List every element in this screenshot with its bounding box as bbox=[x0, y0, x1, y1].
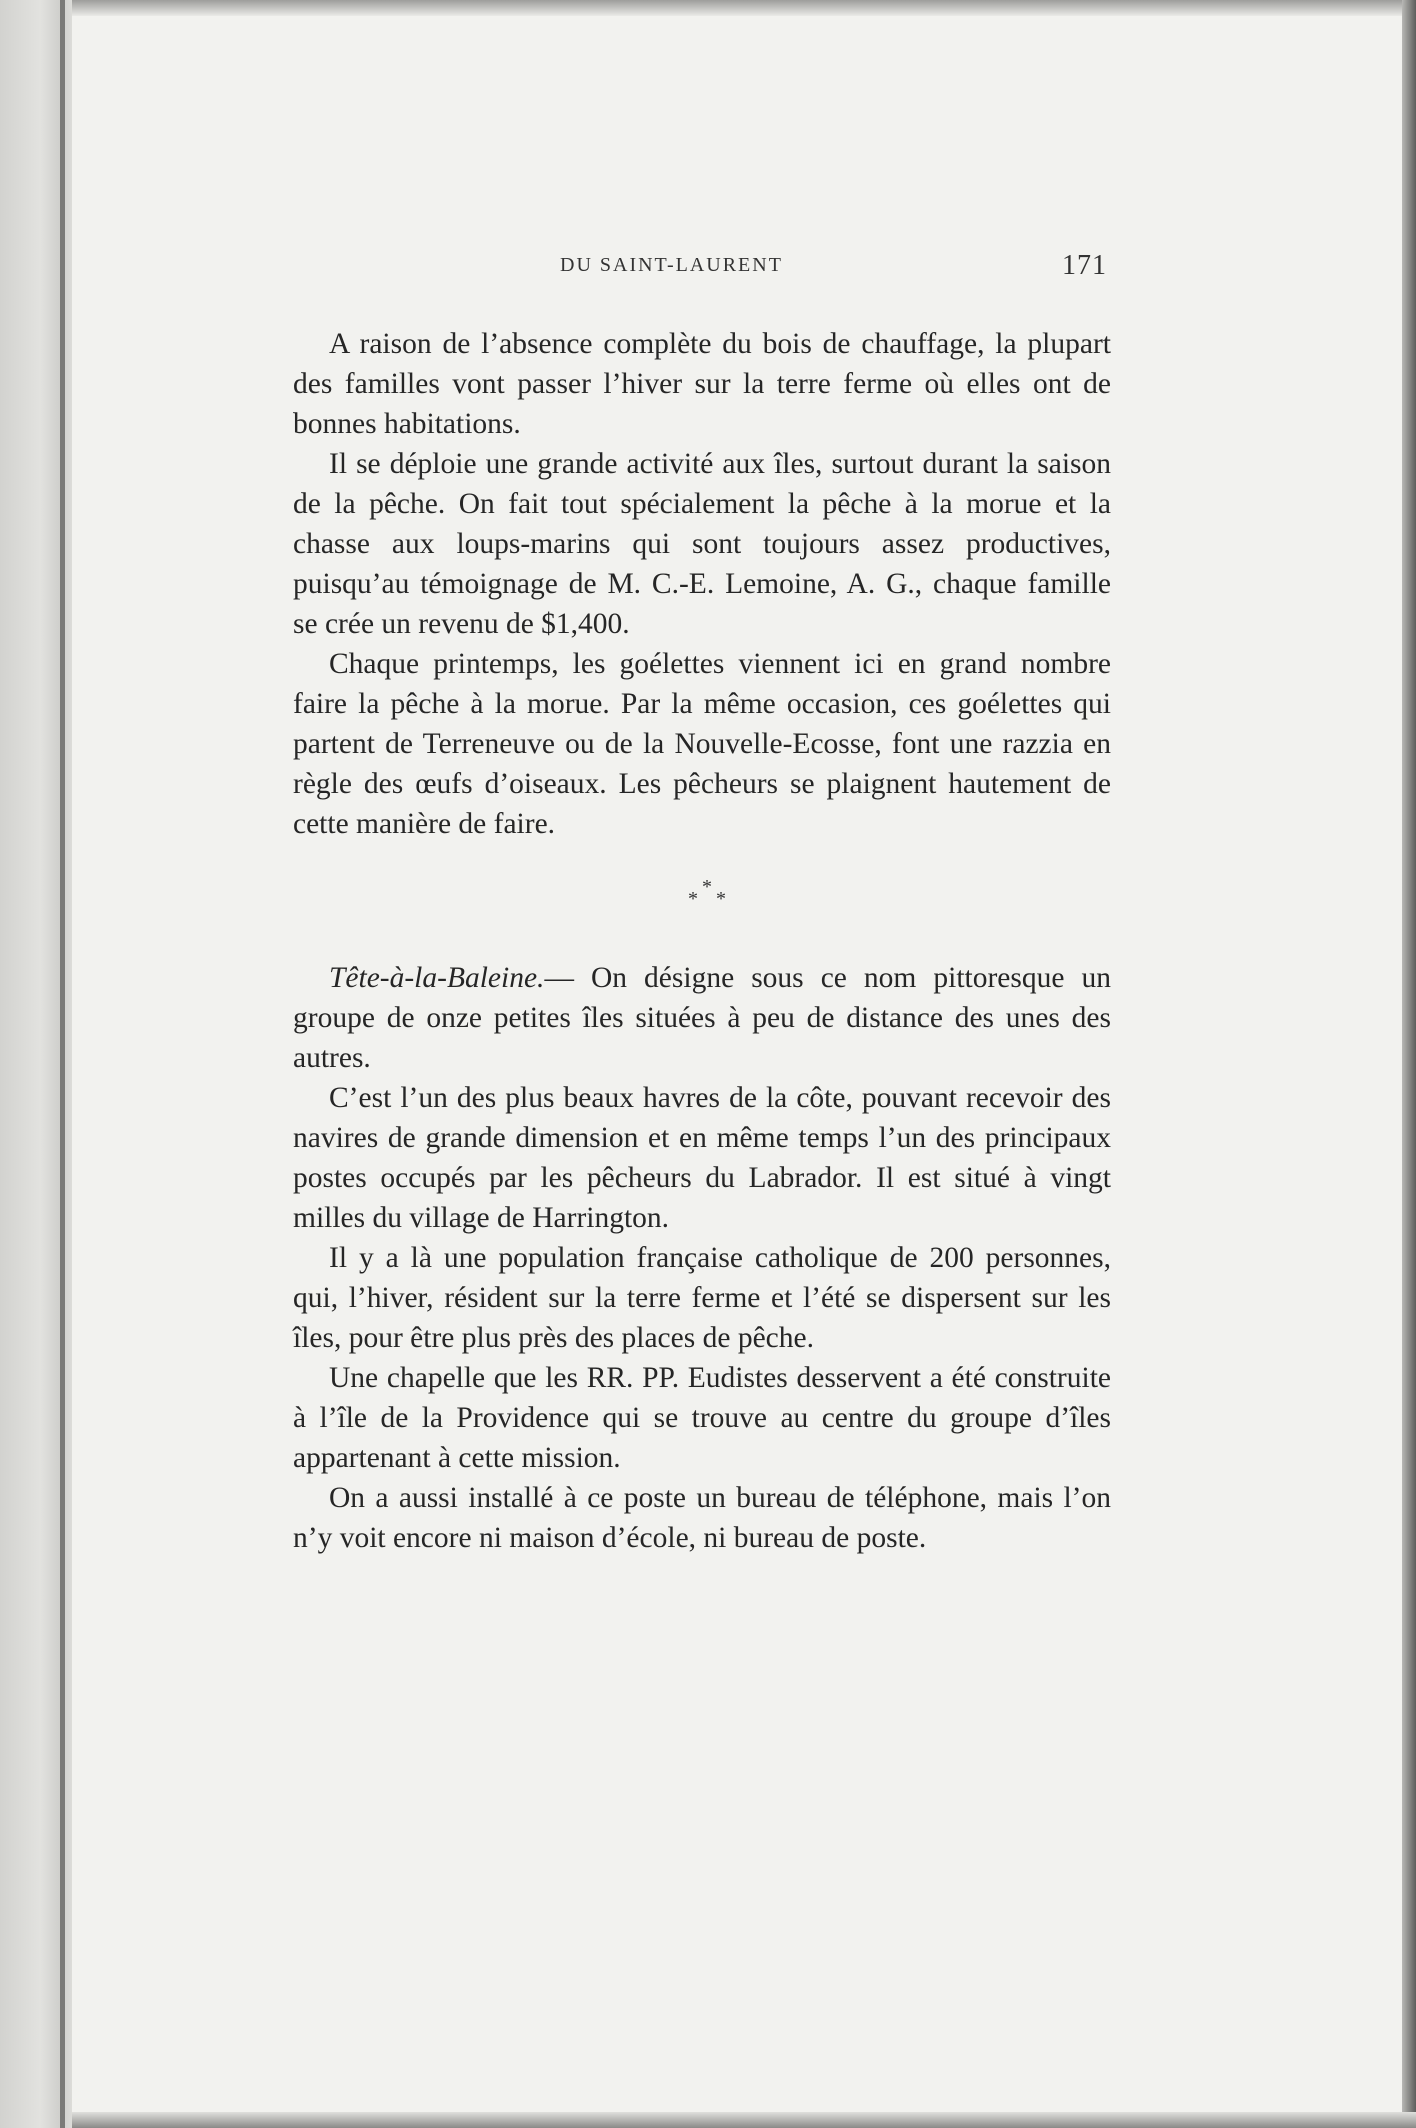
paragraph: Une chapelle que les RR. PP. Eudistes desservent a été construite à l’île de la Providence qui se trouve au centre du groupe d’îles appartenant à cette mission. bbox=[293, 1362, 1111, 1474]
binding-edge-line bbox=[60, 0, 65, 2128]
page-number: 171 bbox=[1062, 250, 1107, 281]
top-edge-shadow bbox=[72, 0, 1416, 16]
paragraph: On a aussi installé à ce poste un bureau de téléphone, mais l’on n’y voit encore ni maison d’école, ni bureau de poste. bbox=[293, 1482, 1111, 1554]
paragraph: Chaque printemps, les goélettes viennent ici en grand nombre faire la pêche à la morue. Par la même occasion, ces goélettes qui partent de Terreneuve ou de la Nouvelle-Ecosse, font une razzia en règle des œufs d’oiseaux. Les pêcheurs se plaignent hautement de cette manière de faire. bbox=[293, 648, 1111, 840]
text-section-2 bbox=[293, 958, 1111, 1558]
paragraph: C’est l’un des plus beaux havres de la côte, pouvant recevoir des navires de grande dimension et en même temps l’un des principaux postes occupés par les pêcheurs du Labrador. Il est situé à vingt milles du village de Harrington. bbox=[293, 1082, 1111, 1234]
asterism-star: * bbox=[702, 876, 712, 898]
paragraph: Il se déploie une grande activité aux îles, surtout durant la saison de la pêche. On fait tout spécialement la pêche à la morue et la chasse aux loups-marins qui sont toujours assez productives, puisqu’au témoignage de M. C.-E. Lemoine, A. G., chaque famille se crée un revenu de $1,400. bbox=[293, 448, 1111, 640]
right-page-edge bbox=[1402, 0, 1416, 2128]
section-heading-paragraph bbox=[293, 958, 1111, 1078]
heading-text: — On désigne sous ce nom pittoresque un groupe de onze petites îles situées à peu de distance des unes des autres. bbox=[293, 962, 1111, 1074]
paragraph: Il y a là une population française catholique de 200 personnes, qui, l’hiver, résident sur la terre ferme et l’été se dispersent sur les îles, pour être plus près des places de pêche. bbox=[293, 1242, 1111, 1354]
asterism-star: * bbox=[716, 888, 726, 910]
text-section-1 bbox=[293, 324, 1111, 844]
place-name-heading: Tête-à-la-Baleine. bbox=[329, 962, 545, 994]
paragraph: A raison de l’absence complète du bois de chauffage, la plupart des familles vont passer l’hiver sur la terre ferme où elles ont de bonnes habitations. bbox=[293, 328, 1111, 440]
running-head: DU SAINT-LAURENT bbox=[560, 254, 783, 276]
asterism-star: * bbox=[688, 888, 698, 910]
bottom-page-edge bbox=[72, 2112, 1416, 2128]
asterism-separator bbox=[680, 876, 740, 916]
